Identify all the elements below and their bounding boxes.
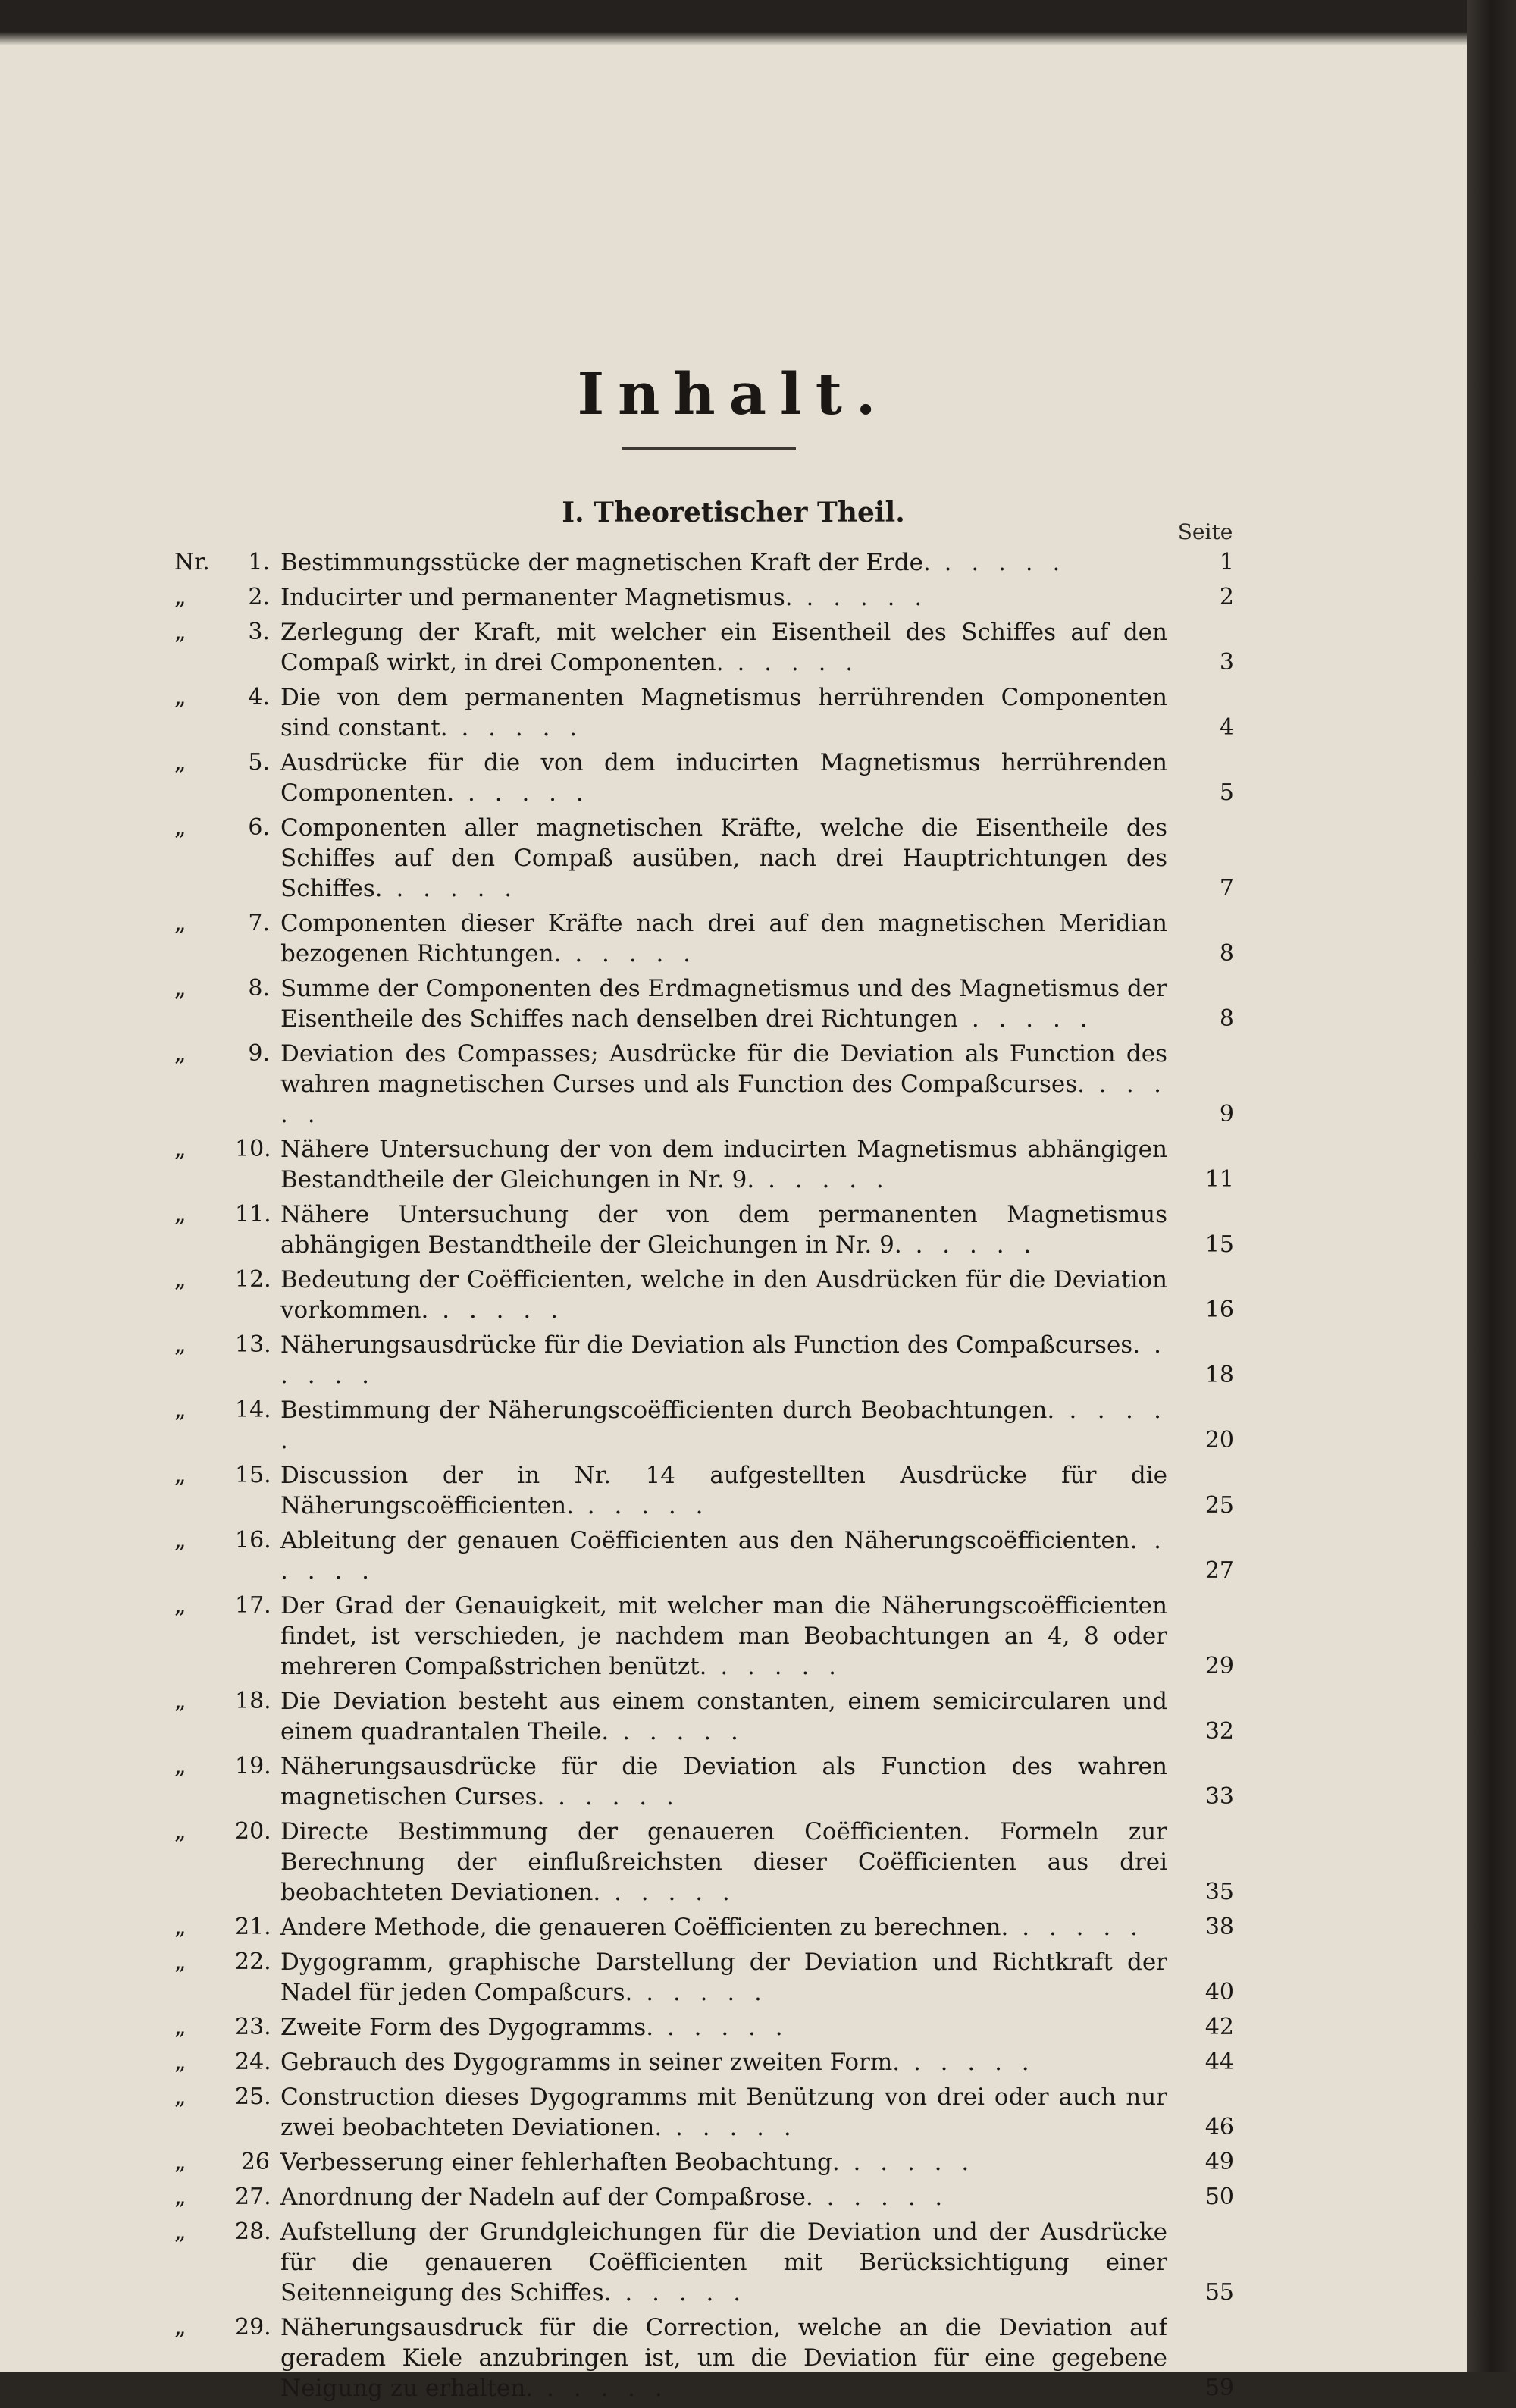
toc-entry	[174, 1686, 1251, 1747]
toc-entry	[174, 748, 1251, 808]
entry-page-number: 50	[1204, 2184, 1234, 2210]
entry-prefix: „	[174, 910, 186, 936]
entry-prefix: Nr.	[174, 549, 210, 575]
entry-title-text: Näherungsausdrücke für die Deviation als Function des wahren magnetischen Curses.	[280, 1753, 1167, 1811]
entry-prefix: „	[174, 2049, 186, 2075]
entry-number: 8.	[248, 975, 270, 1002]
entry-title-text: Ableitung der genauen Coëfficienten aus den Näherungscoëfficienten.	[280, 1527, 1138, 1554]
entry-prefix: „	[174, 975, 186, 1002]
toc-entry	[174, 1199, 1251, 1260]
entry-title-text: Zweite Form des Dygogramms.	[280, 2014, 654, 2041]
entry-prefix: „	[174, 2218, 186, 2245]
entry-title	[280, 1039, 1167, 1130]
toc-entry	[174, 1912, 1251, 1942]
entry-number: 18.	[235, 1688, 271, 1714]
leader-dots: . . . . .	[382, 875, 518, 902]
entry-page-number: 8	[1219, 1005, 1234, 1032]
entry-page-number: 55	[1204, 2279, 1234, 2306]
entry-title-text: Summe der Componenten des Erdmagnetismus und des Magnetismus der Eisentheile des Schiffes nach denselben drei Richtungen	[280, 975, 1167, 1033]
entry-number: 10.	[235, 1136, 271, 1162]
toc-entry	[174, 974, 1251, 1034]
entry-title	[280, 617, 1167, 678]
entry-page-number: 18	[1204, 1362, 1234, 1388]
entry-title	[280, 1395, 1167, 1456]
entry-title-text: Deviation des Compasses; Ausdrücke für die Deviation als Function des wahren magnetischen Curses und als Function des Compaßcurses.	[280, 1040, 1167, 1098]
entry-prefix: „	[174, 2149, 186, 2175]
entry-title-text: Die Deviation besteht aus einem constanten, einem semicircularen und einem quadrantalen Theile.	[280, 1688, 1167, 1745]
toc-entry	[174, 2082, 1251, 2143]
entry-number: 5.	[248, 749, 270, 776]
entry-prefix: „	[174, 1331, 186, 1358]
entry-page-number: 9	[1219, 1101, 1234, 1127]
entry-title	[280, 2047, 1167, 2077]
toc-entry	[174, 582, 1251, 613]
toc-entry	[174, 1460, 1251, 1521]
entry-number: 22.	[235, 1949, 271, 1975]
entry-title	[280, 1947, 1167, 2008]
entry-title-text: Ausdrücke für die von dem inducirten Magnetismus herrührenden Componenten.	[280, 749, 1167, 807]
entry-page-number: 7	[1219, 875, 1234, 901]
entry-title-text: Aufstellung der Grundgleichungen für die Deviation und der Ausdrücke für die genaueren Coëfficienten mit Berücksichtigung einer Seitenneigung des Schiffes.	[280, 2218, 1167, 2306]
entry-page-number: 3	[1219, 649, 1234, 676]
entry-page-number: 15	[1204, 1231, 1234, 1258]
toc-entry	[174, 1591, 1251, 1682]
entry-prefix: „	[174, 2314, 186, 2341]
entry-title-text: Verbesserung einer fehlerhaften Beobachtung.	[280, 2149, 840, 2176]
leader-dots: . . . . .	[706, 1653, 843, 1680]
toc-entry	[174, 2312, 1251, 2403]
entry-number: 25.	[235, 2083, 271, 2110]
entry-title-text: Bestimmungsstücke der magnetischen Kraft der Erde.	[280, 549, 931, 576]
entry-number: 26	[240, 2149, 270, 2175]
entry-number: 17.	[235, 1592, 271, 1619]
entry-title	[280, 547, 1167, 578]
toc-entry	[174, 2047, 1251, 2077]
entry-title-text: Dygogramm, graphische Darstellung der Deviation und Richtkraft der Nadel für jeden Compaßcurs.	[280, 1949, 1167, 2006]
leader-dots: . . . . .	[280, 1331, 1167, 1389]
leader-dots: . . . . .	[754, 1166, 890, 1193]
page-title: Inhalt.	[577, 360, 890, 428]
entry-number: 16.	[235, 1527, 271, 1554]
entry-prefix: „	[174, 1753, 186, 1779]
toc-entry	[174, 1525, 1251, 1586]
entry-prefix: „	[174, 1462, 186, 1488]
leader-dots: . . . . .	[901, 1231, 1038, 1259]
leader-dots: . . . . .	[958, 1005, 1094, 1033]
entry-prefix: „	[174, 1266, 186, 1293]
toc-entry	[174, 1265, 1251, 1325]
entry-title-text: Der Grad der Genauigkeit, mit welcher man die Näherungscoëfficienten findet, ist verschieden, je nachdem man Beobachtungen an 4, 8 oder mehreren Compaßstrichen benützt.	[280, 1592, 1167, 1680]
toc-entry	[174, 2012, 1251, 2043]
entry-prefix: „	[174, 619, 186, 645]
leader-dots: . . . . .	[792, 584, 929, 611]
page-column-label: Seite	[1177, 519, 1233, 544]
leader-dots: . . . . .	[839, 2149, 976, 2176]
entry-page-number: 44	[1204, 2049, 1234, 2075]
entry-title	[280, 2217, 1167, 2308]
entry-number: 7.	[248, 910, 270, 936]
entry-page-number: 42	[1204, 2014, 1234, 2040]
entry-title-text: Componenten dieser Kräfte nach drei auf den magnetischen Meridian bezogenen Richtungen.	[280, 910, 1167, 967]
entry-page-number: 49	[1204, 2149, 1234, 2175]
toc-entry	[174, 1039, 1251, 1130]
entry-prefix: „	[174, 2184, 186, 2210]
entry-page-number: 29	[1204, 1653, 1234, 1679]
entry-title-text: Nähere Untersuchung der von dem permanenten Magnetismus abhängigen Bestandtheile der Gleichungen in Nr. 9.	[280, 1201, 1167, 1259]
entry-number: 23.	[235, 2014, 271, 2040]
entry-title-text: Bestimmung der Näherungscoëfficienten durch Beobachtungen.	[280, 1397, 1055, 1424]
entry-number: 3.	[248, 619, 270, 645]
entry-title	[280, 1912, 1167, 1942]
entry-prefix: „	[174, 814, 186, 841]
entry-prefix: „	[174, 1688, 186, 1714]
entry-title-text: Die von dem permanenten Magnetismus herrührenden Componenten sind constant.	[280, 684, 1167, 742]
entry-title-text: Discussion der in Nr. 14 aufgestellten Ausdrücke für die Näherungscoëfficienten.	[280, 1462, 1167, 1519]
leader-dots: . . . . .	[662, 2114, 797, 2141]
entry-prefix: „	[174, 684, 186, 710]
entry-prefix: „	[174, 1201, 186, 1228]
entry-prefix: „	[174, 1397, 186, 1423]
entry-prefix: „	[174, 1527, 186, 1554]
entry-title	[280, 1460, 1167, 1521]
toc-entry	[174, 2147, 1251, 2178]
leader-dots: . . . . .	[533, 2375, 669, 2402]
entry-title	[280, 908, 1167, 969]
leader-dots: . . . . .	[280, 1071, 1167, 1128]
leader-dots: . . . . .	[611, 2279, 747, 2306]
entry-title	[280, 582, 1167, 613]
entry-prefix: „	[174, 1136, 186, 1162]
entry-title-text: Anordnung der Nadeln auf der Compaßrose.	[280, 2184, 813, 2211]
title-divider	[622, 447, 796, 450]
entry-title	[280, 813, 1167, 904]
entry-title	[280, 1525, 1167, 1586]
entry-number: 4.	[248, 684, 270, 710]
entry-title	[280, 2182, 1167, 2212]
entry-number: 6.	[248, 814, 270, 841]
entry-title	[280, 1265, 1167, 1325]
toc-entry	[174, 2217, 1251, 2308]
entry-title-text: Gebrauch des Dygogramms in seiner zweiten Form.	[280, 2049, 901, 2076]
entry-number: 9.	[248, 1040, 270, 1067]
top-edge	[0, 0, 1467, 45]
leader-dots: . . . . .	[723, 649, 860, 676]
entry-page-number: 5	[1219, 779, 1234, 806]
entry-number: 29.	[235, 2314, 271, 2341]
entry-prefix: „	[174, 1592, 186, 1619]
leader-dots: . . . . .	[930, 549, 1067, 576]
entry-title	[280, 1134, 1167, 1195]
entry-page-number: 11	[1204, 1166, 1234, 1193]
leader-dots: . . . . .	[428, 1296, 564, 1324]
entry-title	[280, 2147, 1167, 2178]
leader-dots: . . . . .	[900, 2049, 1035, 2076]
entry-number: 28.	[235, 2218, 271, 2245]
toc-entry	[174, 1817, 1251, 1908]
leader-dots: . . . . .	[609, 1718, 744, 1745]
entry-prefix: „	[174, 2014, 186, 2040]
entry-prefix: „	[174, 1818, 186, 1845]
entry-title-text: Inducirter und permanenter Magnetismus.	[280, 584, 793, 611]
toc-entry	[174, 813, 1251, 904]
toc-entry	[174, 1134, 1251, 1195]
entry-prefix: „	[174, 1949, 186, 1975]
entry-title-text: Näherungsausdruck für die Correction, welche an die Deviation auf geradem Kiele anzubringen ist, um die Deviation für eine gegebene Neigung zu erhalten.	[280, 2314, 1167, 2402]
leader-dots: . . . . .	[813, 2184, 949, 2211]
entry-number: 19.	[235, 1753, 271, 1779]
entry-title-text: Nähere Untersuchung der von dem inducirten Magnetismus abhängigen Bestandtheile der Gleichungen in Nr. 9.	[280, 1136, 1167, 1193]
leader-dots: . . . . .	[573, 1492, 709, 1519]
entry-page-number: 46	[1204, 2114, 1234, 2140]
entry-page-number: 20	[1204, 1427, 1234, 1453]
leader-dots: . . . . .	[447, 714, 584, 742]
entry-number: 21.	[235, 1914, 271, 1940]
entry-prefix: „	[174, 1040, 186, 1067]
entry-prefix: „	[174, 749, 186, 776]
entry-page-number: 4	[1219, 714, 1234, 741]
entry-page-number: 59	[1204, 2375, 1234, 2401]
leader-dots: . . . . .	[561, 940, 697, 967]
entry-title	[280, 682, 1167, 743]
entry-title-text: Componenten aller magnetischen Kräfte, welche die Eisentheile des Schiffes auf den Compaß ausüben, nach drei Hauptrichtungen des Schiffes.	[280, 814, 1167, 902]
entry-page-number: 1	[1219, 549, 1234, 575]
entry-number: 1.	[248, 549, 270, 575]
entry-number: 27.	[235, 2184, 271, 2210]
leader-dots: . . . . .	[600, 1879, 736, 1906]
entry-title	[280, 1686, 1167, 1747]
entry-title	[280, 1817, 1167, 1908]
entry-title	[280, 1199, 1167, 1260]
toc-entry	[174, 2182, 1251, 2212]
toc-entry	[174, 908, 1251, 969]
entry-title	[280, 1751, 1167, 1812]
entry-title	[280, 1330, 1167, 1391]
toc-entry	[174, 617, 1251, 678]
entry-title	[280, 974, 1167, 1034]
entry-page-number: 33	[1204, 1783, 1234, 1810]
entry-title	[280, 2082, 1167, 2143]
toc-list	[174, 547, 1251, 2408]
entry-title-text: Construction dieses Dygogramms mit Benützung von drei oder auch nur zwei beobachteten Deviationen.	[280, 2083, 1167, 2141]
leader-dots: . . . . .	[1008, 1914, 1144, 1941]
toc-entry	[174, 547, 1251, 578]
entry-title	[280, 748, 1167, 808]
leader-dots: . . . . .	[280, 1397, 1167, 1454]
entry-prefix: „	[174, 2083, 186, 2110]
entry-title-text: Directe Bestimmung der genaueren Coëfficienten. Formeln zur Berechnung der einflußreichsten dieser Coëfficienten aus drei beobachteten Deviationen.	[280, 1818, 1167, 1906]
entry-title-text: Zerlegung der Kraft, mit welcher ein Eisentheil des Schiffes auf den Compaß wirkt, in drei Componenten.	[280, 619, 1167, 676]
entry-number: 14.	[235, 1397, 271, 1423]
leader-dots: . . . . .	[454, 779, 590, 807]
entry-title-text: Andere Methode, die genaueren Coëfficienten zu berechnen.	[280, 1914, 1009, 1941]
entry-page-number: 16	[1204, 1296, 1234, 1323]
book-spine	[1467, 0, 1516, 2372]
entry-number: 13.	[235, 1331, 271, 1358]
entry-page-number: 35	[1204, 1879, 1234, 1905]
toc-entry	[174, 1395, 1251, 1456]
entry-number: 15.	[235, 1462, 271, 1488]
leader-dots: . . . . .	[632, 1979, 768, 2006]
leader-dots: . . . . .	[544, 1783, 680, 1811]
toc-entry	[174, 1947, 1251, 2008]
toc-entry	[174, 682, 1251, 743]
entry-title	[280, 2012, 1167, 2043]
entry-page-number: 38	[1204, 1914, 1234, 1940]
leader-dots: . . . . .	[280, 1527, 1167, 1585]
entry-number: 2.	[248, 584, 270, 610]
entry-prefix: „	[174, 584, 186, 610]
toc-entry	[174, 1751, 1251, 1812]
toc-entry	[174, 1330, 1251, 1391]
entry-title	[280, 1591, 1167, 1682]
entry-page-number: 2	[1219, 584, 1234, 610]
part-heading: I. Theoretischer Theil.	[562, 497, 905, 528]
entry-number: 11.	[235, 1201, 271, 1228]
entry-page-number: 27	[1204, 1557, 1234, 1584]
entry-title-text: Näherungsausdrücke für die Deviation als Function des Compaßcurses.	[280, 1331, 1141, 1359]
entry-number: 12.	[235, 1266, 271, 1293]
entry-page-number: 32	[1204, 1718, 1234, 1745]
entry-page-number: 40	[1204, 1979, 1234, 2005]
entry-number: 24.	[235, 2049, 271, 2075]
entry-title	[280, 2312, 1167, 2403]
entry-page-number: 25	[1204, 1492, 1234, 1519]
entry-prefix: „	[174, 1914, 186, 1940]
leader-dots: . . . . .	[653, 2014, 789, 2041]
entry-title-text: Bedeutung der Coëfficienten, welche in den Ausdrücken für die Deviation vorkommen.	[280, 1266, 1167, 1324]
entry-number: 20.	[235, 1818, 271, 1845]
entry-page-number: 8	[1219, 940, 1234, 967]
